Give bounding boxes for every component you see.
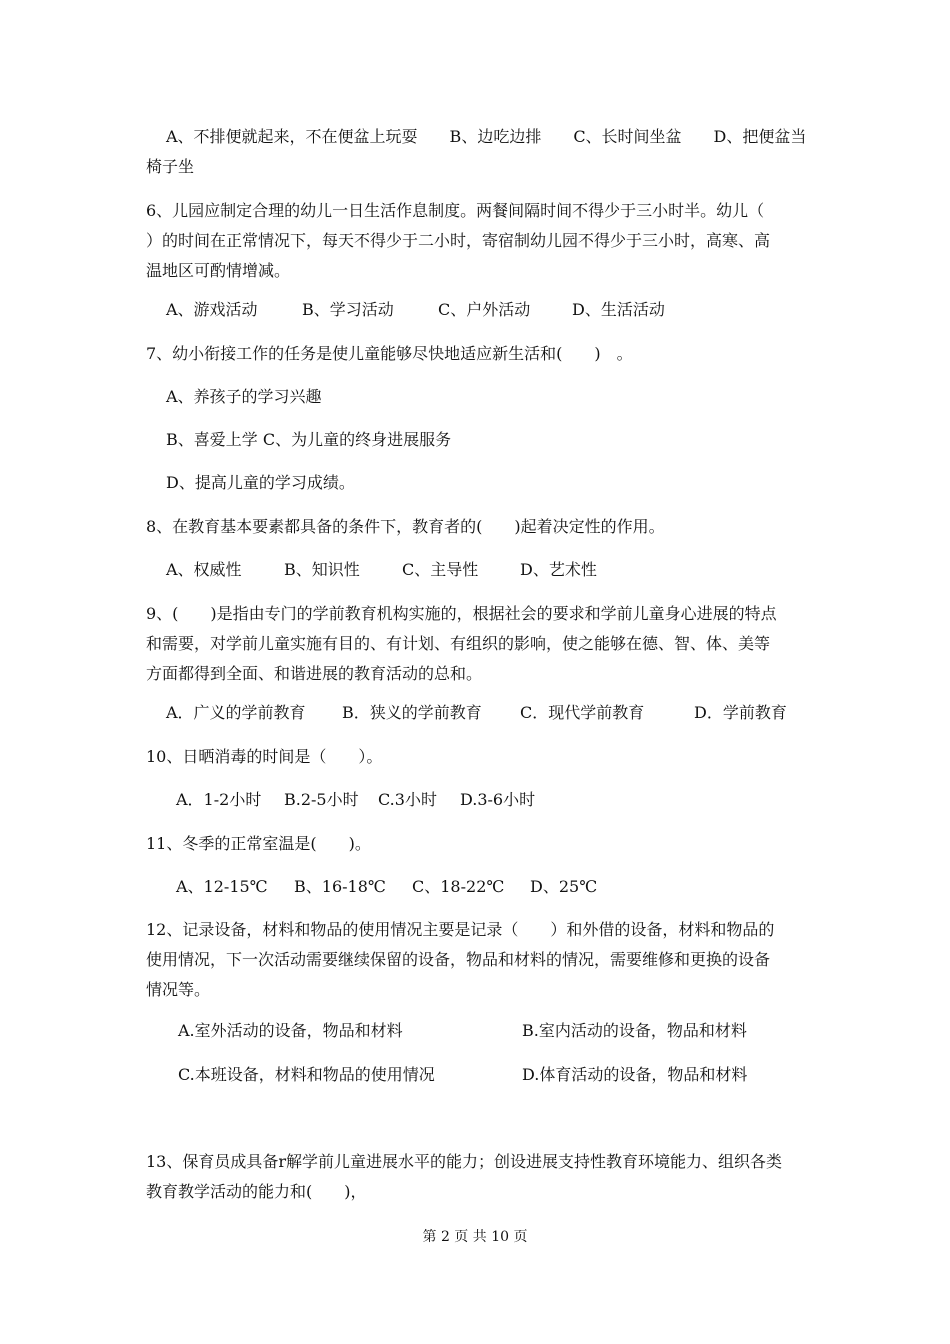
q8-option-a: A、权威性 — [166, 560, 242, 579]
q9-stem-line3: 方面都得到全面、和谐进展的教育活动的总和。 — [146, 664, 483, 683]
q8-option-c: C、主导性 — [402, 560, 479, 579]
q5-options-cont: 椅子坐 — [146, 157, 195, 176]
q9-option-b: B．狭义的学前教育 — [342, 703, 482, 722]
q7-option-bc: B、喜爱上学 C、为儿童的终身进展服务 — [166, 430, 452, 449]
q8-stem: 8、在教育基本要素都具备的条件下，教育者的( )起着决定性的作用。 — [146, 517, 665, 536]
q11-stem: 11、冬季的正常室温是( )。 — [146, 834, 371, 853]
q6-option-a: A、游戏活动 — [166, 300, 258, 319]
q12-stem-line2: 使用情况，下一次活动需要继续保留的设备，物品和材料的情况，需要维修和更换的设备 — [146, 950, 771, 969]
q8-option-b: B、知识性 — [284, 560, 360, 579]
page-footer: 第 2 页 共 10 页 — [422, 1229, 528, 1245]
q6-stem-line3: 温地区可酌情增减。 — [146, 261, 291, 280]
q11-option-c: C、18-22℃ — [412, 877, 505, 896]
q6-option-c: C、户外活动 — [438, 300, 531, 319]
q8-option-d: D、艺术性 — [520, 560, 597, 579]
q12-option-d: D.体育活动的设备，物品和材料 — [522, 1065, 748, 1084]
q9-option-c: C．现代学前教育 — [520, 703, 645, 722]
q10-option-b: B.2-5小时 — [284, 790, 359, 809]
q11-option-b: B、16-18℃ — [294, 877, 386, 896]
q10-option-c: C.3小时 — [378, 790, 437, 809]
q12-option-b: B.室内活动的设备，物品和材料 — [522, 1021, 747, 1040]
q10-option-a: A．1-2小时 — [176, 790, 262, 809]
q7-stem: 7、幼小衔接工作的任务是使儿童能够尽快地适应新生活和( ) 。 — [146, 344, 633, 363]
q7-option-d: D、提高儿童的学习成绩。 — [166, 473, 355, 492]
q6-stem-line1: 6、儿园应制定合理的幼儿一日生活作息制度。两餐间隔时间不得少于三小时半。幼儿（ — [146, 201, 765, 220]
q12-stem-line3: 情况等。 — [146, 980, 211, 999]
q9-option-a: A．广义的学前教育 — [166, 703, 306, 722]
q13-stem-line2: 教育教学活动的能力和( )， — [146, 1182, 367, 1201]
q9-stem-line1: 9、( )是指由专门的学前教育机构实施的，根据社会的要求和学前儿童身心进展的特点 — [146, 604, 777, 623]
q10-stem: 10、日晒消毒的时间是（ ）。 — [146, 747, 383, 766]
q7-option-a: A、养孩子的学习兴趣 — [166, 387, 322, 406]
q6-stem-line2: ）的时间在正常情况下，每天不得少于二小时，寄宿制幼儿园不得少于三小时，高寒、高 — [146, 231, 771, 250]
q11-option-d: D、25℃ — [530, 877, 598, 896]
q12-option-c: C.本班设备，材料和物品的使用情况 — [178, 1065, 435, 1084]
q6-option-d: D、生活活动 — [572, 300, 665, 319]
q9-option-d: D．学前教育 — [694, 703, 787, 722]
q6-option-b: B、学习活动 — [302, 300, 394, 319]
q10-option-d: D.3-6小时 — [460, 790, 536, 809]
q11-option-a: A、12-15℃ — [176, 877, 268, 896]
q5-options-line: A、不排便就起来，不在便盆上玩耍 B、边吃边排 C、长时间坐盆 D、把便盆当 — [166, 127, 807, 146]
q12-stem-line1: 12、记录设备，材料和物品的使用情况主要是记录（ ）和外借的设备，材料和物品的 — [146, 920, 775, 939]
q13-stem-line1: 13、保育员成具备r解学前儿童进展水平的能力；创设进展支持性教育环境能力、组织各类 — [146, 1152, 783, 1171]
q12-option-a: A.室外活动的设备，物品和材料 — [178, 1021, 403, 1040]
q9-stem-line2: 和需要，对学前儿童实施有目的、有计划、有组织的影响，使之能够在德、智、体、美等 — [146, 634, 771, 653]
